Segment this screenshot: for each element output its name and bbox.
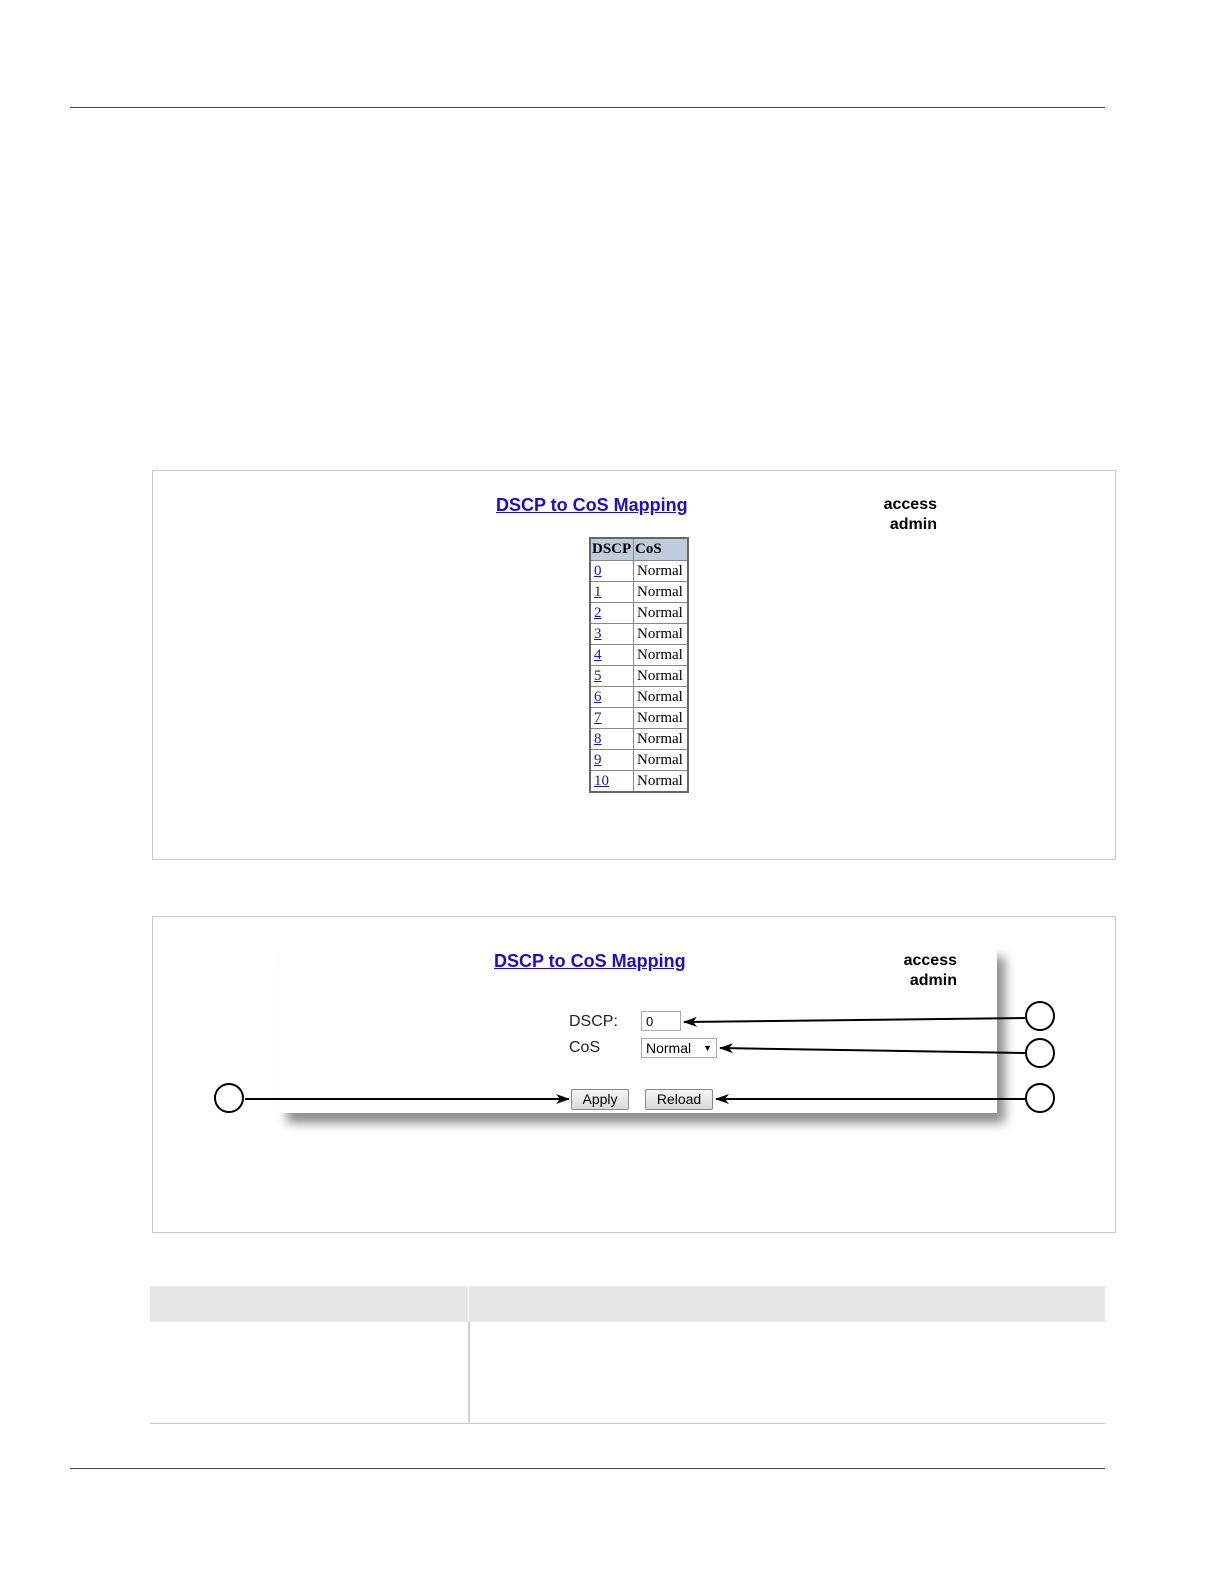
dscp-link[interactable]: 1	[594, 583, 602, 600]
callout-circle	[1025, 1001, 1055, 1031]
callout-line-cos	[720, 1048, 1025, 1053]
dscp-link[interactable]: 2	[594, 604, 602, 621]
page-title-link[interactable]: DSCP to CoS Mapping	[494, 951, 686, 971]
cos-cell: Normal	[634, 708, 689, 729]
table-row	[590, 645, 688, 666]
dscp-cell	[590, 687, 634, 708]
page-title-link[interactable]: DSCP to CoS Mapping	[496, 495, 688, 515]
dscp-cell	[590, 624, 634, 645]
dscp-edit-screenshot	[152, 916, 1116, 1233]
dscp-link[interactable]: 10	[594, 772, 609, 789]
callout-circle	[1025, 1083, 1055, 1113]
callout-arrows	[153, 917, 1117, 1234]
dscp-cell	[590, 750, 634, 771]
dscp-cell	[590, 645, 634, 666]
table-row	[590, 771, 688, 793]
table-row	[590, 708, 688, 729]
column-header-dscp: DSCP	[590, 538, 634, 561]
parameter-table-row	[150, 1322, 1105, 1424]
chevron-down-icon: ▼	[703, 1043, 712, 1053]
dscp-cell	[590, 666, 634, 687]
access-label: access	[883, 496, 937, 513]
table-row	[590, 624, 688, 645]
dscp-link[interactable]: 4	[594, 646, 602, 663]
dscp-link[interactable]: 5	[594, 667, 602, 684]
cos-select-value: Normal	[646, 1040, 692, 1056]
apply-button[interactable]: Apply	[571, 1089, 629, 1110]
cos-cell: Normal	[634, 645, 689, 666]
cos-cell: Normal	[634, 561, 689, 582]
access-info	[873, 495, 937, 535]
table-row	[590, 561, 688, 582]
header-rule	[70, 107, 1105, 108]
dscp-link[interactable]: 9	[594, 751, 602, 768]
cos-cell: Normal	[634, 771, 689, 793]
reload-button[interactable]: Reload	[645, 1089, 713, 1110]
dscp-label: DSCP:	[569, 1013, 618, 1030]
callout-circle	[214, 1083, 244, 1113]
parameter-table	[150, 1286, 1105, 1424]
cos-cell: Normal	[634, 624, 689, 645]
dscp-cell	[590, 561, 634, 582]
access-user: admin	[909, 972, 957, 989]
cos-cell: Normal	[634, 666, 689, 687]
parameter-header-cell	[150, 1286, 469, 1321]
cos-label: CoS	[569, 1039, 601, 1056]
access-user: admin	[889, 516, 937, 533]
dscp-link[interactable]: 0	[594, 562, 602, 579]
cos-cell: Normal	[634, 729, 689, 750]
table-row	[590, 729, 688, 750]
parameter-cell	[150, 1322, 470, 1423]
footer-rule	[70, 1468, 1105, 1469]
dscp-cell	[590, 708, 634, 729]
dscp-cell	[590, 582, 634, 603]
table-header-row	[590, 538, 688, 561]
callout-circle	[1025, 1038, 1055, 1068]
dscp-cell	[590, 729, 634, 750]
table-row	[590, 687, 688, 708]
column-header-cos: CoS	[634, 538, 689, 561]
cos-cell: Normal	[634, 750, 689, 771]
cos-cell: Normal	[634, 603, 689, 624]
access-label: access	[903, 952, 957, 969]
dscp-link[interactable]: 3	[594, 625, 602, 642]
cos-cell: Normal	[634, 582, 689, 603]
cos-cell: Normal	[634, 687, 689, 708]
dscp-table-screenshot	[152, 470, 1116, 860]
table-row	[590, 582, 688, 603]
dscp-link[interactable]: 8	[594, 730, 602, 747]
dscp-cos-table	[589, 537, 689, 793]
dscp-cell	[590, 771, 634, 793]
table-row	[590, 666, 688, 687]
dscp-cell	[590, 603, 634, 624]
callout-line-dscp	[684, 1018, 1025, 1022]
parameter-table-header	[150, 1286, 1105, 1322]
table-row	[590, 603, 688, 624]
dscp-link[interactable]: 7	[594, 709, 602, 726]
dscp-link[interactable]: 6	[594, 688, 602, 705]
table-row	[590, 750, 688, 771]
